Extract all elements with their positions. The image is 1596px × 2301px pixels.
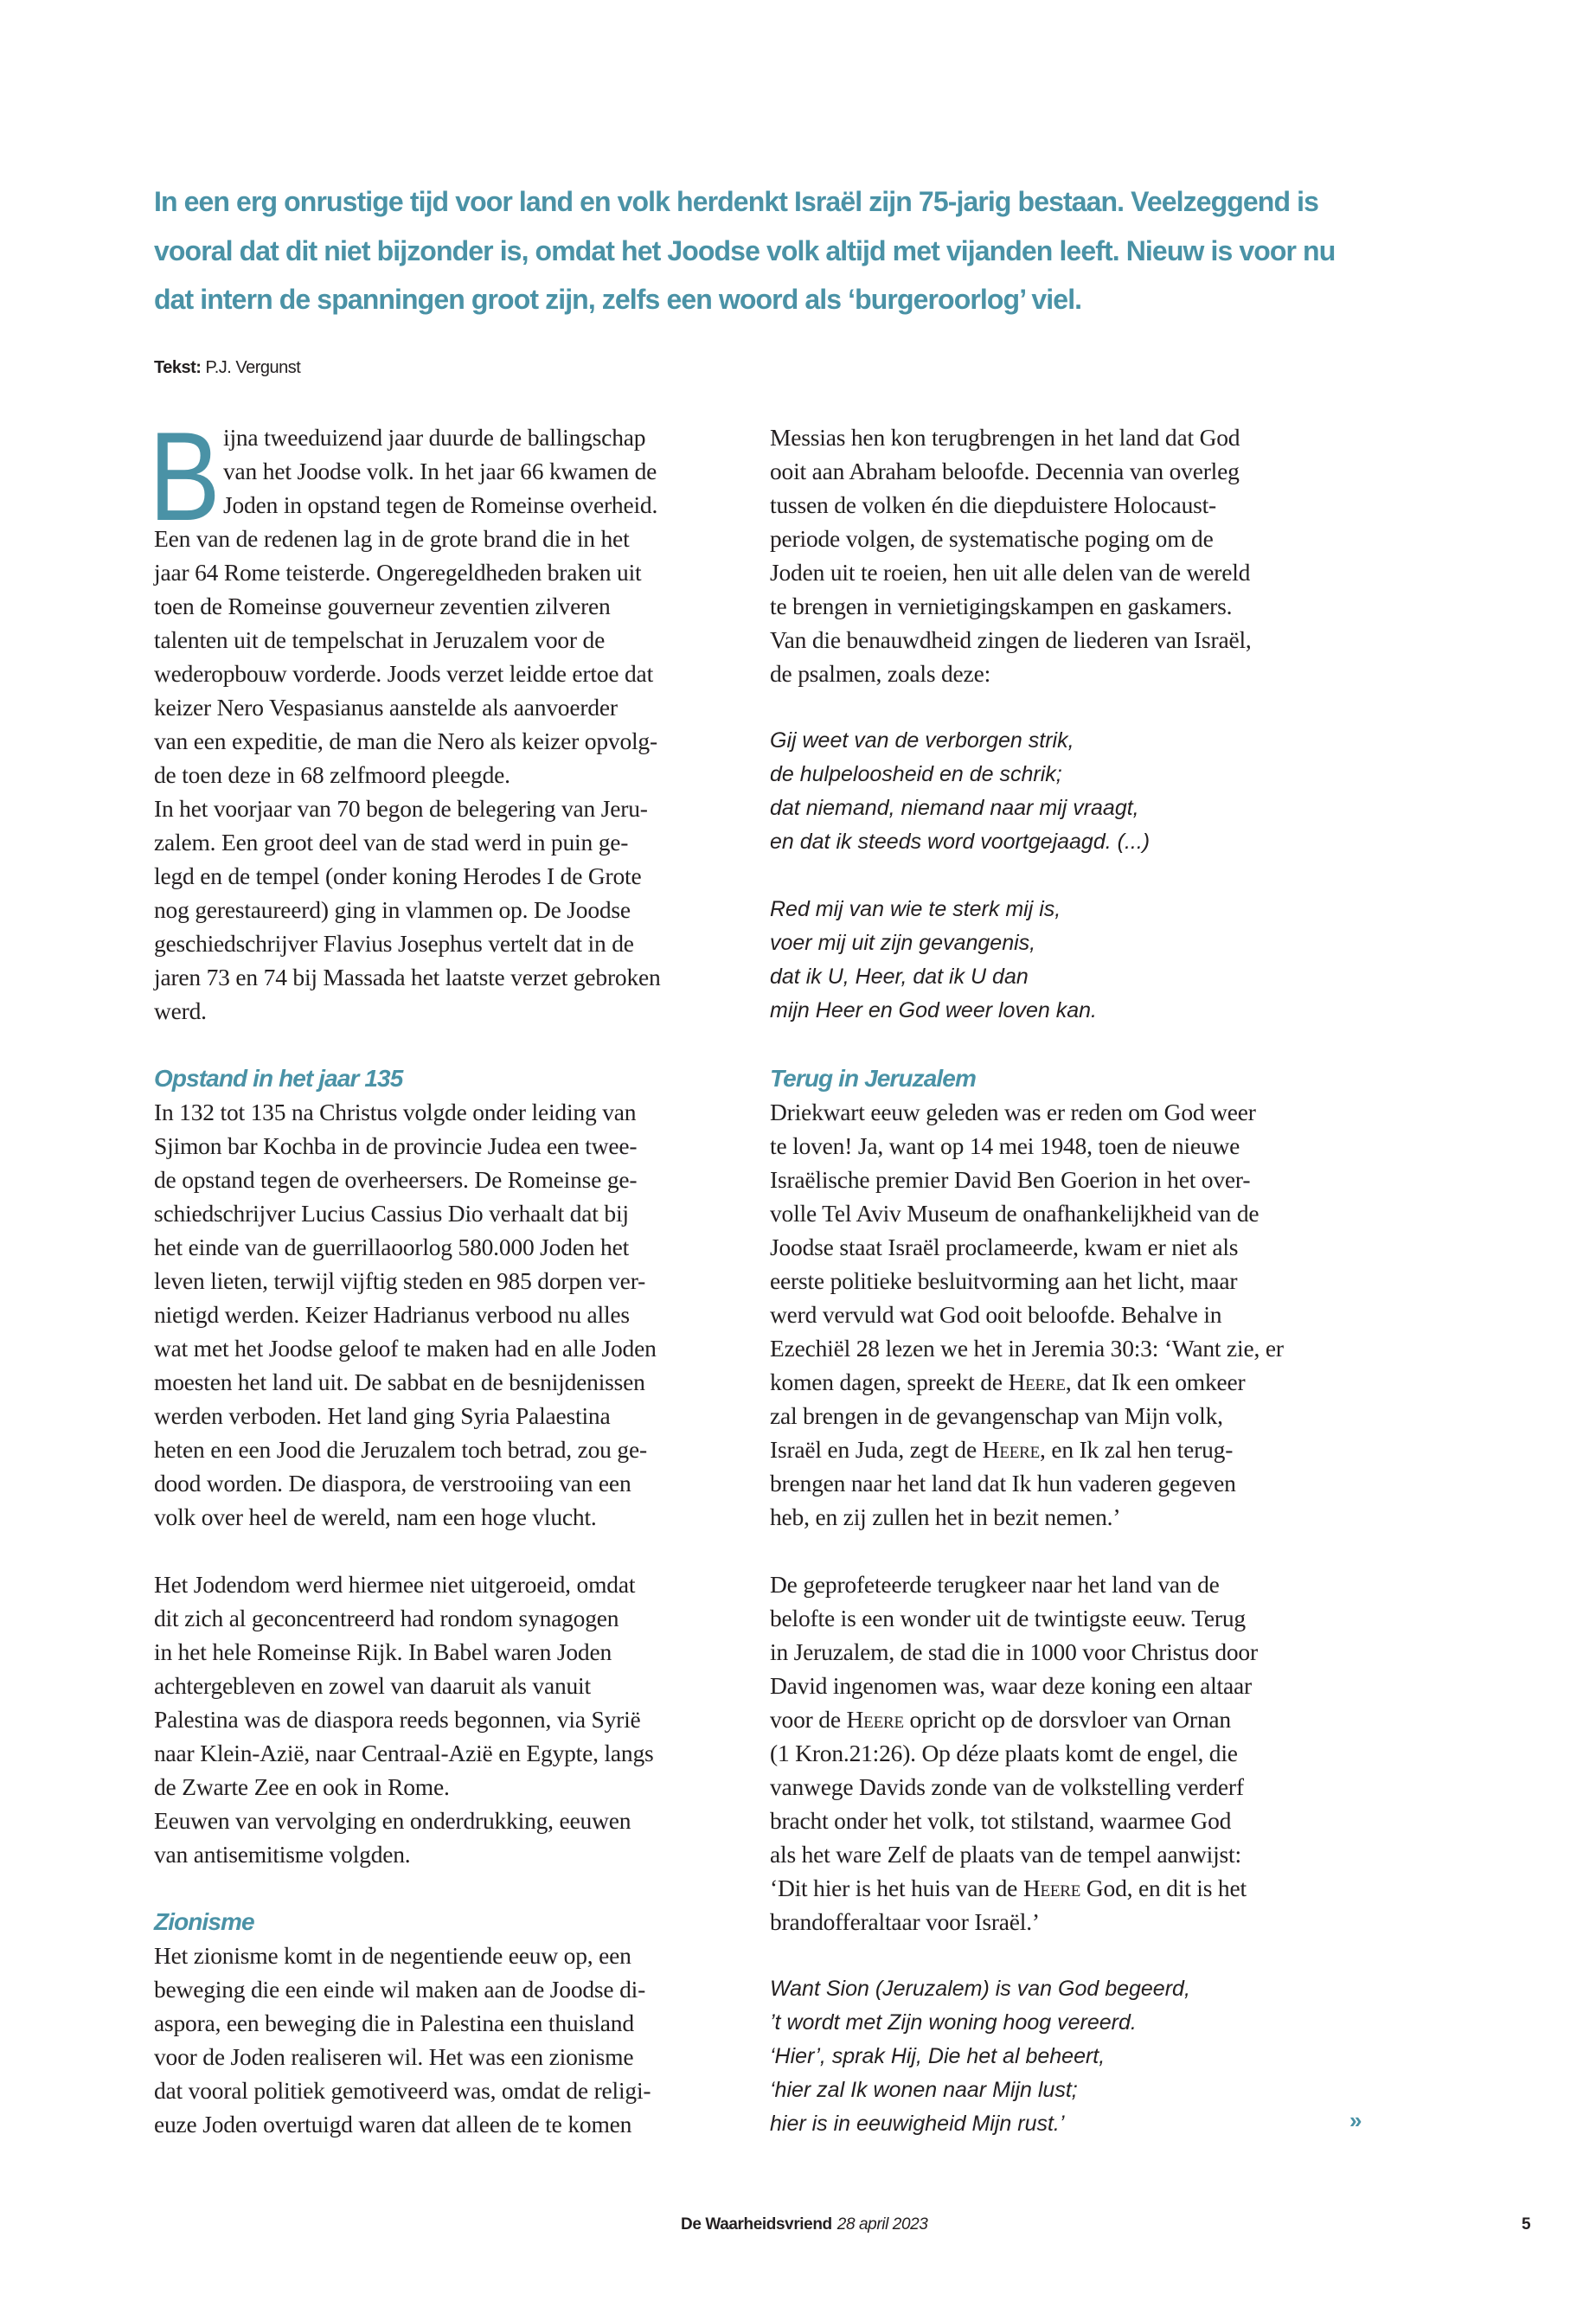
body-text-line: tussen de volken én die diepduistere Holocaust- <box>770 491 1217 518</box>
body-text-line: de toen deze in 68 zelfmoord pleegde. <box>154 761 510 788</box>
body-text-line: David ingenomen was, waar deze koning een altaar <box>770 1672 1252 1699</box>
spacer <box>770 1028 1358 1061</box>
body-text-line: schiedschrijver Lucius Cassius Dio verhaalt dat bij <box>154 1200 629 1227</box>
body-text-line: jaren 73 en 74 bij Massada het laatste verzet gebroken <box>154 964 661 990</box>
body-text-line: Joden uit te roeien, hen uit alle delen van de wereld <box>770 559 1251 586</box>
body-text-line: Van die benauwdheid zingen de liederen van Israël, <box>770 626 1252 653</box>
body-text-line: Israël en Juda, zegt de Heere, en Ik zal hen terug- <box>770 1436 1234 1463</box>
body-text-line: de opstand tegen de overheersers. De Romeinse ge- <box>154 1166 638 1193</box>
intro-line: In een erg onrustige tijd voor land en volk herdenkt Israël zijn 75-jarig bestaan. Veelzeggend is <box>154 186 1318 217</box>
body-text-line: komen dagen, spreekt de Heere, dat Ik een omkeer <box>770 1368 1246 1395</box>
body-text-line: Een van de redenen lag in de grote brand die in het <box>154 525 630 552</box>
drop-cap: B <box>149 406 221 547</box>
body-text-line: nietigd werden. Keizer Hadrianus verbood nu alles <box>154 1301 630 1328</box>
body-text-line: Het Jodendom werd hiermee niet uitgeroeid, omdat <box>154 1571 636 1598</box>
body-text-line: als het ware Zelf de plaats van de tempel aanwijst: <box>770 1841 1241 1868</box>
body-text-line: de Zwarte Zee en ook in Rome. <box>154 1773 450 1800</box>
poem-line: en dat ik steeds word voortgejaagd. (...) <box>770 830 1151 854</box>
body-text-line: wederopbouw vorderde. Joods verzet leidde ertoe dat <box>154 660 654 687</box>
section-heading: Opstand in het jaar 135 <box>154 1065 403 1092</box>
body-text-line: Palestina was de diaspora reeds begonnen, via Syrië <box>154 1706 641 1733</box>
body-text-line: achtergebleven en zowel van daaruit als vanuit <box>154 1672 591 1699</box>
spacer <box>154 1028 742 1061</box>
divine-name: Heere <box>982 1436 1041 1463</box>
section-heading: Zionisme <box>154 1908 254 1935</box>
spacer <box>770 859 1358 893</box>
byline-author: P.J. Vergunst <box>205 358 301 377</box>
body-text-line: De geprofeteerde terugkeer naar het land van de <box>770 1571 1220 1598</box>
poem-line: ’t wordt met Zijn woning hoog vereerd. <box>770 2010 1137 2035</box>
poem-line: de hulpeloosheid en de schrik; <box>770 762 1062 786</box>
body-text-line: jaar 64 Rome teisterde. Ongeregeldheden braken uit <box>154 559 642 586</box>
body-text-line: brengen naar het land dat Ik hun vaderen gegeven <box>770 1470 1236 1497</box>
body-text-line: volle Tel Aviv Museum de onafhankelijkheid van de <box>770 1200 1259 1227</box>
footer-date: 28 april 2023 <box>836 2215 928 2234</box>
body-text-line: talenten uit de tempelschat in Jeruzalem voor de <box>154 626 606 653</box>
body-text-line: werden verboden. Het land ging Syria Palaestina <box>154 1402 611 1429</box>
poem-line: dat ik U, Heer, dat ik U dan <box>770 965 1029 989</box>
body-text-line: dit zich al geconcentreerd had rondom synagogen <box>154 1605 619 1631</box>
poem-line: hier is in eeuwigheid Mijn rust.’ <box>770 2112 1065 2136</box>
body-text-line: te loven! Ja, want op 14 mei 1948, toen de nieuwe <box>770 1132 1240 1159</box>
body-text-line: ijna tweeduizend jaar duurde de ballingschap <box>223 424 646 451</box>
body-text-line: ‘Dit hier is het huis van de Heere God, en dit is het <box>770 1875 1247 1901</box>
body-text-line: legd en de tempel (onder koning Herodes I de Grote <box>154 862 642 889</box>
continue-arrow-icon: » <box>1349 2107 1362 2133</box>
section-heading: Terug in Jeruzalem <box>770 1065 976 1092</box>
body-text-line: Driekwart eeuw geleden was er reden om God weer <box>770 1099 1256 1125</box>
article-column-left <box>154 420 742 2141</box>
body-text-line: In het voorjaar van 70 begon de belegering van Jeru- <box>154 795 648 822</box>
body-text-line: Messias hen kon terugbrengen in het land dat God <box>770 424 1240 451</box>
poem-line: Gij weet van de verborgen strik, <box>770 728 1074 753</box>
body-text-line: te brengen in vernietigingskampen en gaskamers. <box>770 593 1233 619</box>
body-text-line: periode volgen, de systematische poging om de <box>770 525 1214 552</box>
body-text-line: geschiedschrijver Flavius Josephus vertelt dat in de <box>154 930 634 957</box>
body-text-line: vanwege Davids zonde van de volkstelling verderf <box>770 1773 1244 1800</box>
body-text-line: werd vervuld wat God ooit beloofde. Behalve in <box>770 1301 1222 1328</box>
body-text-line: werd. <box>154 997 207 1024</box>
body-text-line: Israëlische premier David Ben Goerion in het over- <box>770 1166 1251 1193</box>
body-text-line: nog gerestaureerd) ging in vlammen op. De Joodse <box>154 896 631 923</box>
body-text-line: zal brengen in de gevangenschap van Mijn volk, <box>770 1402 1223 1429</box>
body-text-line: Joden in opstand tegen de Romeinse overheid. <box>223 491 658 518</box>
body-text-line: Het zionisme komt in de negentiende eeuw op, een <box>154 1942 631 1969</box>
footer-publication: De Waarheidsvriend <box>681 2215 832 2234</box>
body-text-line: belofte is een wonder uit de twintigste eeuw. Terug <box>770 1605 1246 1631</box>
divine-name: Heere <box>846 1706 904 1733</box>
divine-name: Heere <box>1022 1875 1081 1901</box>
poem-line: Want Sion (Jeruzalem) is van God begeerd, <box>770 1977 1190 2001</box>
byline-label: Tekst: <box>154 358 202 377</box>
body-text-line: zalem. Een groot deel van de stad werd in puin ge- <box>154 829 629 856</box>
body-text-line: brandofferaltaar voor Israël.’ <box>770 1908 1040 1935</box>
body-text-line: in het hele Romeinse Rijk. In Babel waren Joden <box>154 1638 612 1665</box>
spacer <box>154 1871 742 1905</box>
body-text-line: dood worden. De diaspora, de verstrooiing van een <box>154 1470 631 1497</box>
body-text-line: keizer Nero Vespasianus aanstelde als aanvoerder <box>154 694 618 721</box>
body-text-line: van een expeditie, de man die Nero als keizer opvolg- <box>154 727 657 754</box>
poem-line: mijn Heer en God weer loven kan. <box>770 998 1097 1022</box>
body-text-line: moesten het land uit. De sabbat en de besnijdenissen <box>154 1368 645 1395</box>
body-text-line: het einde van de guerrillaoorlog 580.000 Joden het <box>154 1234 630 1260</box>
body-text-line: beweging die een einde wil maken aan de Joodse di- <box>154 1976 646 2003</box>
body-text-line: Joodse staat Israël proclameerde, kwam er niet als <box>770 1234 1239 1260</box>
body-text-line: leven lieten, terwijl vijftig steden en 985 dorpen ver- <box>154 1267 646 1294</box>
body-text-line: Sjimon bar Kochba in de provincie Judea een twee- <box>154 1132 638 1159</box>
article-column-right <box>770 420 1358 2141</box>
page-number: 5 <box>1522 2215 1531 2234</box>
body-text-line: euze Joden overtuigd waren dat alleen de te komen <box>154 2111 632 2138</box>
body-text-line: wat met het Joodse geloof te maken had en alle Joden <box>154 1335 657 1362</box>
body-text-line: Ezechiël 28 lezen we het in Jeremia 30:3: ‘Want zie, er <box>770 1335 1284 1362</box>
body-text-line: voor de Joden realiseren wil. Het was een zionisme <box>154 2043 634 2070</box>
spacer <box>154 1534 742 1567</box>
spacer <box>770 690 1358 724</box>
poem-line: ‘hier zal Ik wonen naar Mijn lust; <box>770 2078 1078 2102</box>
body-text-line: Eeuwen van vervolging en onderdrukking, eeuwen <box>154 1807 631 1834</box>
body-text-line: de psalmen, zoals deze: <box>770 660 991 687</box>
body-text-line: aspora, een beweging die in Palestina een thuisland <box>154 2009 634 2036</box>
footer <box>681 2215 927 2234</box>
body-text-line: in Jeruzalem, de stad die in 1000 voor Christus door <box>770 1638 1258 1665</box>
byline <box>154 358 300 378</box>
body-text-line: voor de Heere opricht op de dorsvloer van Ornan <box>770 1706 1231 1733</box>
poem-line: ‘Hier’, sprak Hij, Die het al beheert, <box>770 2044 1106 2068</box>
body-text-line: In 132 tot 135 na Christus volgde onder leiding van <box>154 1099 637 1125</box>
spacer <box>770 1534 1358 1567</box>
poem-line: dat niemand, niemand naar mij vraagt, <box>770 796 1139 820</box>
body-text-line: bracht onder het volk, tot stilstand, waarmee God <box>770 1807 1232 1834</box>
intro-line: vooral dat dit niet bijzonder is, omdat het Joodse volk altijd met vijanden leeft. Nieuw is voor nu <box>154 234 1336 266</box>
body-text-line: heb, en zij zullen het in bezit nemen.’ <box>770 1503 1121 1530</box>
divine-name: Heere <box>1008 1368 1066 1395</box>
body-text-line: eerste politieke besluitvorming aan het licht, maar <box>770 1267 1238 1294</box>
intro-lead <box>154 177 1365 324</box>
body-text-line: (1 Kron.21:26). Op déze plaats komt de engel, die <box>770 1740 1238 1766</box>
poem-line: voer mij uit zijn gevangenis, <box>770 931 1036 955</box>
poem-line: Red mij van wie te sterk mij is, <box>770 897 1061 921</box>
intro-line: dat intern de spanningen groot zijn, zelfs een woord als ‘burgeroorlog’ viel. <box>154 284 1082 315</box>
body-text-line: heten en een Jood die Jeruzalem toch betrad, zou ge- <box>154 1436 647 1463</box>
body-text-line: naar Klein-Azië, naar Centraal-Azië en Egypte, langs <box>154 1740 654 1766</box>
body-text-line: toen de Romeinse gouverneur zeventien zilveren <box>154 593 611 619</box>
body-text-line: ooit aan Abraham beloofde. Decennia van overleg <box>770 458 1240 484</box>
body-text-line: van het Joodse volk. In het jaar 66 kwamen de <box>223 458 657 484</box>
spacer <box>770 1939 1358 1972</box>
body-text-line: volk over heel de wereld, nam een hoge vlucht. <box>154 1503 597 1530</box>
body-text-line: dat vooral politiek gemotiveerd was, omdat de religi- <box>154 2077 651 2104</box>
body-text-line: van antisemitisme volgden. <box>154 1841 411 1868</box>
